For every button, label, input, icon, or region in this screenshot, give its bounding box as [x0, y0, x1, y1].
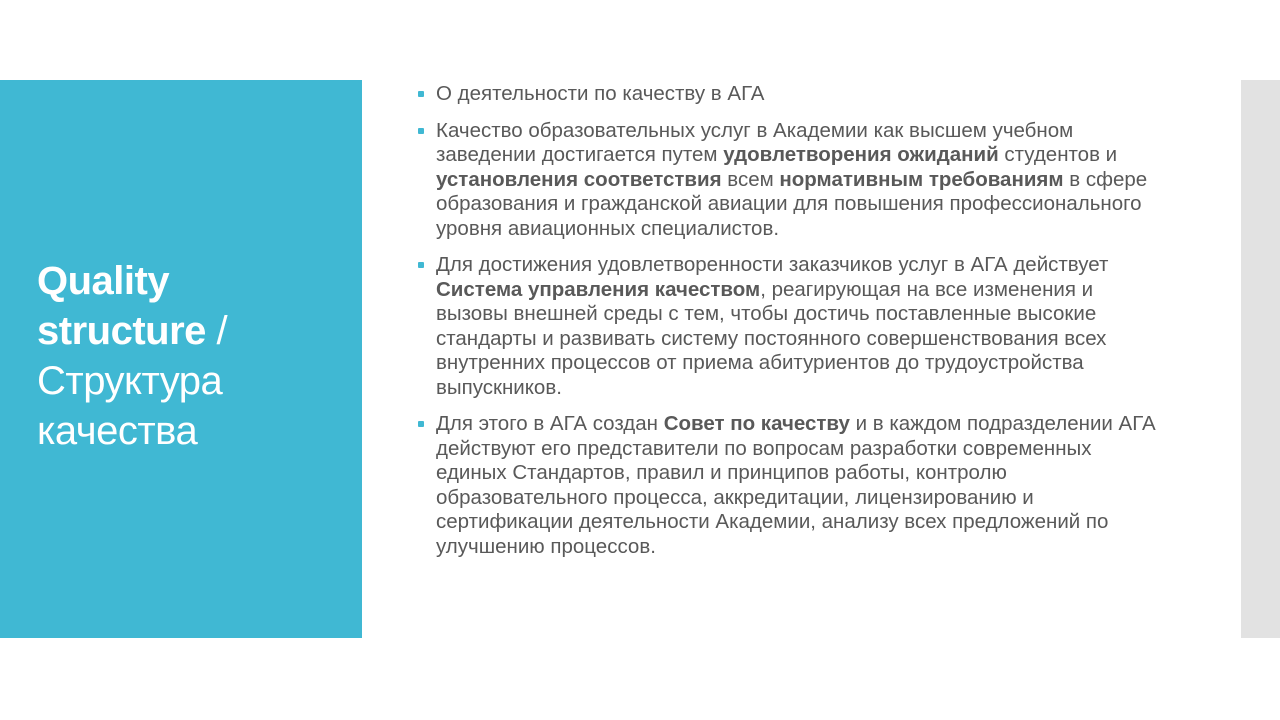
bullet-bold-text: удовлетворения ожиданий: [723, 143, 999, 166]
title-slash: /: [205, 309, 228, 353]
bullet-text: студентов и: [998, 143, 1118, 166]
bullet-bold-text: Система управления качеством: [436, 277, 761, 301]
bullet-bold-text: установления соответствия: [436, 167, 722, 191]
bullet-text: Для этого в АГА создан: [436, 412, 664, 435]
title-line-4: качества: [37, 409, 198, 453]
bullet-text: Для достижения удовлетворенности заказчиков услуг в АГА действует: [436, 253, 1109, 276]
bullet-text: в сфере образования и гражданской авиации для повышения профессионального уровня авиационных специалистов.: [436, 167, 1148, 240]
bullet-marker-icon: [418, 91, 424, 97]
right-decorative-strip: [1241, 80, 1280, 638]
content-area: [418, 82, 1163, 571]
title-line-2: structure: [37, 309, 206, 353]
bullet-bold-text: нормативным требованиям: [779, 167, 1064, 191]
title-line-3: Структура: [37, 359, 223, 403]
bullet-item: [418, 253, 1163, 400]
bullet-marker-icon: [418, 421, 424, 427]
bullet-text: , реагирующая на все изменения и вызовы внешней среды с тем, чтобы достичь поставленные высокие стандарты и развивать систему постоянного совершенствования всех внутренних процессов от приема абитуриентов до трудоустройства выпускников.: [436, 277, 1107, 399]
bullet-bold-text: Совет по качеству: [663, 412, 850, 435]
slide-title: [37, 256, 347, 456]
title-line-1: Quality: [37, 259, 170, 303]
bullet-text: Качество образовательных услуг в Академии как высшем учебном заведении достигается путем: [436, 118, 1074, 166]
bullet-item: [418, 412, 1163, 559]
bullet-marker-icon: [418, 128, 424, 134]
bullet-text: всем: [721, 167, 780, 191]
bullet-text: О деятельности по качеству в АГА: [436, 82, 765, 105]
bullet-text: и в каждом подразделении АГА действуют его представители по вопросам разработки современных единых Стандартов, правил и принципов работы, контролю образовательного процесса, аккредитации, лицензированию и сертификации деятельности Академии, анализу всех предложений по улучшению процессов.: [436, 412, 1156, 558]
bullet-marker-icon: [418, 262, 424, 268]
bullet-item: [418, 119, 1163, 242]
bullet-item: [418, 82, 1163, 107]
